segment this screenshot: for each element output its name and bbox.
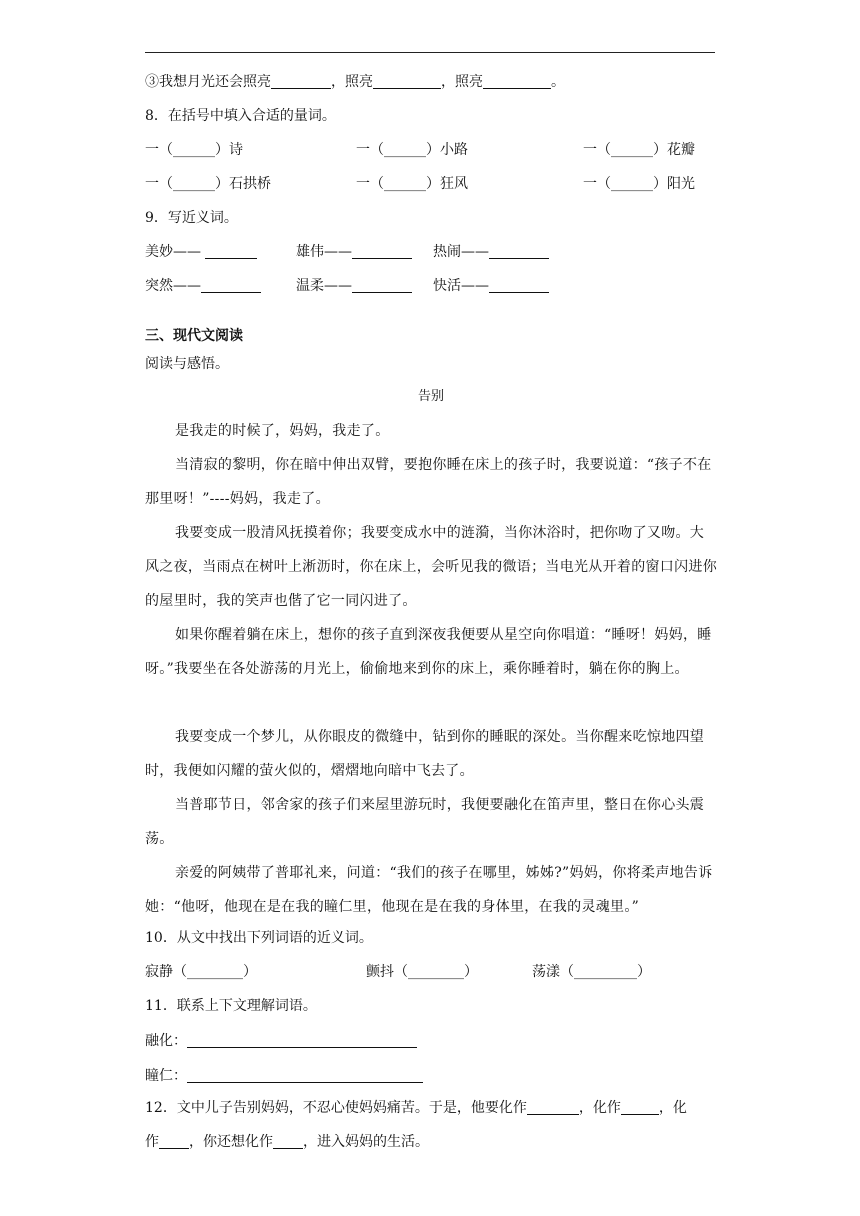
section-instruction: 阅读与感悟。 bbox=[145, 356, 229, 372]
q9-word: 温柔—— bbox=[296, 278, 352, 294]
blank[interactable] bbox=[527, 1098, 579, 1115]
q9-title: 9．写近义词。 bbox=[145, 210, 238, 226]
q7-text: 。 bbox=[551, 74, 565, 90]
blank[interactable] bbox=[352, 242, 412, 259]
passage-title: 告别 bbox=[417, 389, 444, 404]
blank[interactable] bbox=[489, 276, 549, 293]
blank[interactable] bbox=[271, 72, 331, 89]
q8-item[interactable]: 一（______）狂风 bbox=[356, 176, 468, 192]
top-rule bbox=[145, 52, 715, 53]
q8-item[interactable]: 一（______）小路 bbox=[356, 142, 468, 158]
passage-paragraph: 我要变成一个梦儿，从你眼皮的微缝中，钻到你的睡眠的深处。当你醒来吃惊地四望时，我便如闪耀的萤火似的，熠熠地向暗中飞去了。 bbox=[145, 729, 705, 779]
q9-item bbox=[433, 276, 549, 296]
q12-text: ，进入妈妈的生活。 bbox=[303, 1134, 429, 1150]
q12-line1 bbox=[145, 1098, 687, 1118]
q9-item bbox=[296, 242, 412, 262]
q8-item[interactable]: 一（______）阳光 bbox=[583, 176, 695, 192]
q9-item bbox=[296, 276, 412, 296]
blank[interactable] bbox=[159, 1132, 189, 1149]
q9-word: 美妙—— bbox=[145, 244, 201, 260]
q10-title: 10．从文中找出下列词语的近义词。 bbox=[145, 930, 373, 946]
q12-text: 作 bbox=[145, 1134, 159, 1150]
q10-item[interactable]: 颤抖（________） bbox=[366, 964, 478, 980]
q12-text: ，化作 bbox=[578, 1100, 621, 1116]
q9-word: 突然—— bbox=[145, 278, 201, 294]
passage-paragraph: 是我走的时候了，妈妈，我走了。 bbox=[175, 423, 390, 439]
q7-text: ，照亮 bbox=[331, 74, 373, 90]
q11-item bbox=[145, 1031, 417, 1051]
q7-text: ，照亮 bbox=[441, 74, 483, 90]
passage-paragraph: 当清寂的黎明，你在暗中伸出双臂，要抱你睡在床上的孩子时，我要说道：“孩子不在那里呀！”----妈妈，我走了。 bbox=[145, 457, 712, 507]
q11-label: 融化： bbox=[145, 1033, 187, 1049]
section-heading: 三、现代文阅读 bbox=[145, 328, 243, 344]
passage-paragraph: 亲爱的阿姨带了普耶礼来，问道：“我们的孩子在哪里，姊姊?”妈妈，你将柔声地告诉她：“他呀，他现在是在我的瞳仁里，他现在是在我的身体里，在我的灵魂里。” bbox=[145, 865, 713, 915]
blank[interactable] bbox=[273, 1132, 303, 1149]
q7-text: ③我想月光还会照亮 bbox=[145, 74, 271, 90]
q7-line3 bbox=[145, 72, 565, 92]
q12-text: ，你还想化作 bbox=[189, 1134, 273, 1150]
q9-word: 雄伟—— bbox=[296, 244, 352, 260]
q10-item[interactable]: 荡漾（_________） bbox=[532, 964, 651, 980]
q9-item bbox=[145, 276, 261, 296]
q9-item bbox=[145, 242, 257, 262]
q12-text: 12．文中儿子告别妈妈，不忍心使妈妈痛苦。于是，他要化作 bbox=[145, 1100, 527, 1116]
q11-item bbox=[145, 1066, 423, 1086]
blank[interactable] bbox=[621, 1098, 659, 1115]
blank[interactable] bbox=[373, 72, 441, 89]
q8-title: 8．在括号中填入合适的量词。 bbox=[145, 108, 336, 124]
passage-paragraph: 我要变成一股清风抚摸着你；我要变成水中的涟漪，当你沐浴时，把你吻了又吻。大风之夜，当雨点在树叶上淅沥时，你在床上，会听见我的微语；当电光从开着的窗口闪进你的屋里时，我的笑声也偕了它一同闪进了。 bbox=[145, 525, 717, 609]
q12-line2 bbox=[145, 1132, 429, 1152]
q9-item bbox=[433, 242, 549, 262]
blank[interactable] bbox=[187, 1066, 423, 1083]
blank[interactable] bbox=[483, 72, 551, 89]
q11-label: 瞳仁： bbox=[145, 1068, 187, 1084]
q9-word: 快活—— bbox=[433, 278, 489, 294]
passage-paragraph: 当普耶节日，邻舍家的孩子们来屋里游玩时，我便要融化在笛声里，整日在你心头震荡。 bbox=[145, 797, 705, 847]
blank[interactable] bbox=[205, 242, 257, 259]
blank[interactable] bbox=[201, 276, 261, 293]
q12-text: ，化 bbox=[658, 1100, 687, 1116]
q10-item[interactable]: 寂静（________） bbox=[145, 964, 257, 980]
blank[interactable] bbox=[352, 276, 412, 293]
passage-paragraph: 如果你醒着躺在床上，想你的孩子直到深夜我便要从星空向你唱道：“睡呀！妈妈，睡呀。”我要坐在各处游荡的月光上，偷偷地来到你的床上，乘你睡着时，躺在你的胸上。 bbox=[145, 627, 712, 677]
q8-item[interactable]: 一（______）花瓣 bbox=[583, 142, 695, 158]
q8-item[interactable]: 一（______）诗 bbox=[145, 142, 243, 158]
blank[interactable] bbox=[489, 242, 549, 259]
blank[interactable] bbox=[187, 1031, 417, 1048]
q11-title: 11．联系上下文理解词语。 bbox=[145, 998, 317, 1014]
q9-word: 热闹—— bbox=[433, 244, 489, 260]
q8-item[interactable]: 一（______）石拱桥 bbox=[145, 176, 271, 192]
